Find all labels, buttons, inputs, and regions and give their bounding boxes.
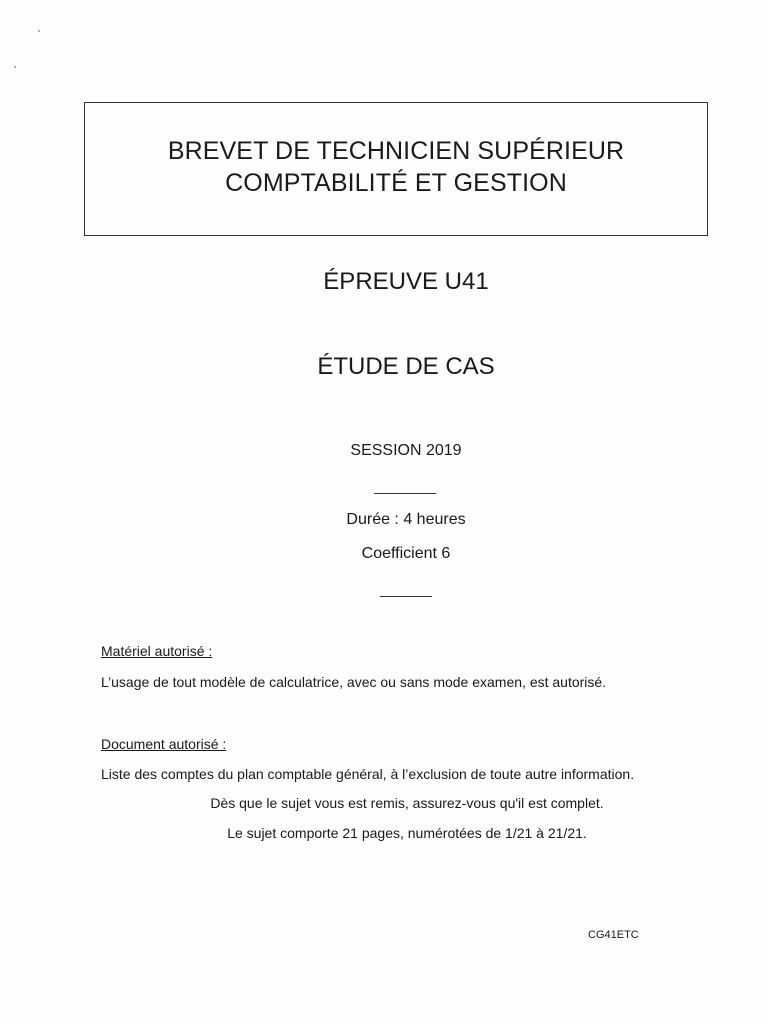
exam-session: SESSION 2019: [350, 442, 462, 459]
exam-type: ÉTUDE DE CAS: [317, 353, 495, 380]
materiel-heading: Matériel autorisé :: [101, 643, 213, 659]
title-box: [84, 102, 708, 236]
materiel-text: L’usage de tout modèle de calculatrice, avec ou sans mode examen, est autorisé.: [101, 674, 607, 690]
document-heading: Document autorisé :: [101, 736, 227, 752]
exam-duration: Durée : 4 heures: [346, 511, 466, 528]
scan-speck: [38, 30, 40, 32]
exam-unit: ÉPREUVE U41: [323, 268, 489, 295]
divider: [380, 596, 432, 597]
page-count-notice: Le sujet comporte 21 pages, numérotées de 1/21 à 21/21.: [227, 825, 587, 841]
subject-code: CG41ETC: [588, 929, 639, 941]
completeness-notice: Dès que le sujet vous est remis, assurez-vous qu'il est complet.: [210, 795, 604, 811]
diploma-specialty: COMPTABILITÉ ET GESTION: [225, 169, 567, 197]
document-text: Liste des comptes du plan comptable général, à l’exclusion de toute autre information.: [101, 766, 635, 782]
divider: [374, 493, 436, 494]
exam-coefficient: Coefficient 6: [361, 545, 451, 562]
diploma-title: BREVET DE TECHNICIEN SUPÉRIEUR: [167, 137, 625, 165]
scan-speck: [14, 66, 16, 68]
